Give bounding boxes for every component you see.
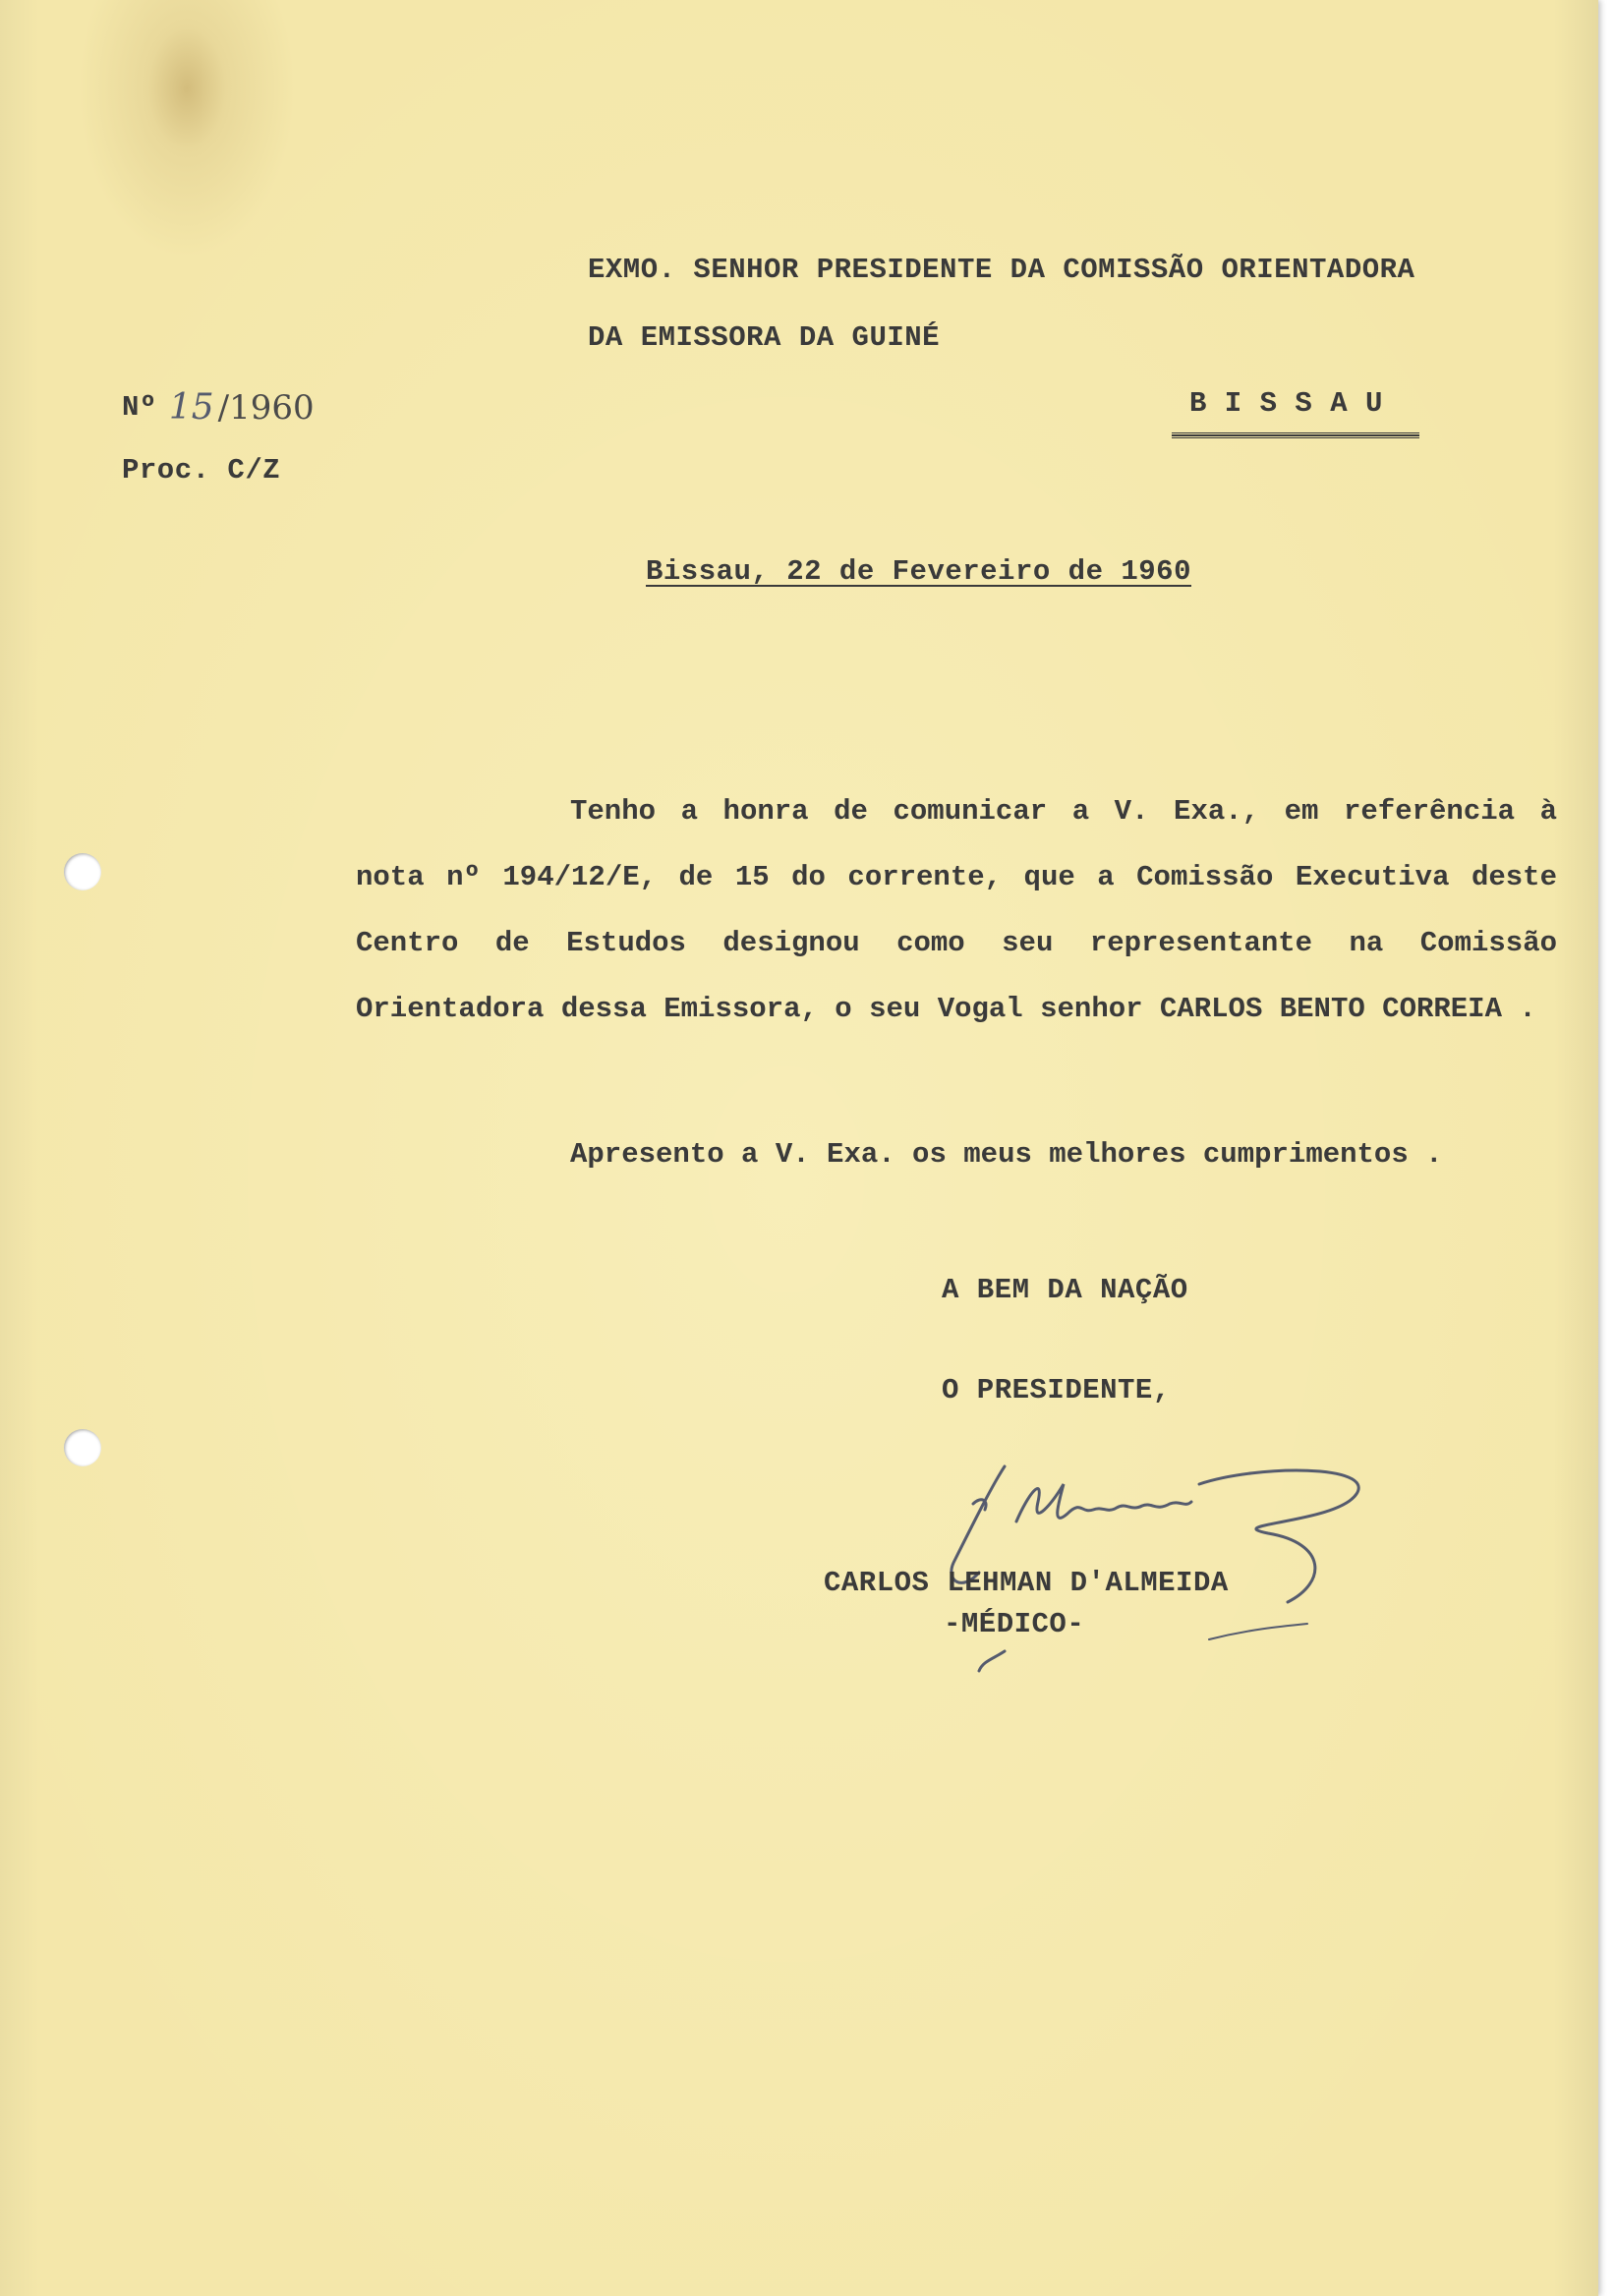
signer-name: CARLOS LEHMAN D'ALMEIDA xyxy=(824,1567,1229,1599)
punch-hole-top xyxy=(64,853,101,890)
signature-stroke-tail xyxy=(1209,1624,1307,1639)
reference-number xyxy=(122,383,315,428)
closing-paragraph: Apresento a V. Exa. os meus melhores cumprimentos . xyxy=(570,1138,1443,1171)
letter-date: Bissau, 22 de Fevereiro de 1960 xyxy=(646,555,1191,588)
handwritten-signature xyxy=(934,1445,1386,1681)
signature-stroke-descender xyxy=(979,1651,1005,1671)
punch-hole-bottom xyxy=(64,1429,101,1466)
process-reference: Proc. C/Z xyxy=(122,454,281,487)
signer-role: -MÉDICO- xyxy=(944,1608,1085,1640)
city-double-underline xyxy=(1172,432,1419,438)
reference-year: /1960 xyxy=(217,388,315,428)
reference-handwritten: 15 xyxy=(168,387,214,428)
signer-title: O PRESIDENTE, xyxy=(942,1374,1171,1406)
signature-stroke-initial xyxy=(952,1466,1005,1582)
signature-stroke-name xyxy=(1016,1484,1191,1521)
salutation: A BEM DA NAÇÃO xyxy=(942,1274,1188,1306)
addressee-line-2: DA EMISSORA DA GUINÉ xyxy=(588,321,941,354)
addressee-line-1: EXMO. SENHOR PRESIDENTE DA COMISSÃO ORIENTADORA xyxy=(588,254,1415,286)
addressee-city: B I S S A U xyxy=(1189,387,1383,420)
letter-body: Tenho a honra de comunicar a V. Exa., em referência à nota nº 194/12/E, de 15 do corrente, que a Comissão Executiva deste Centro de Estudos designou como seu representante na Comissão Orientadora dessa Emissora, o seu Vogal senhor CARLOS BENTO CORREIA . xyxy=(356,795,1557,1025)
reference-label: Nº xyxy=(122,391,157,424)
